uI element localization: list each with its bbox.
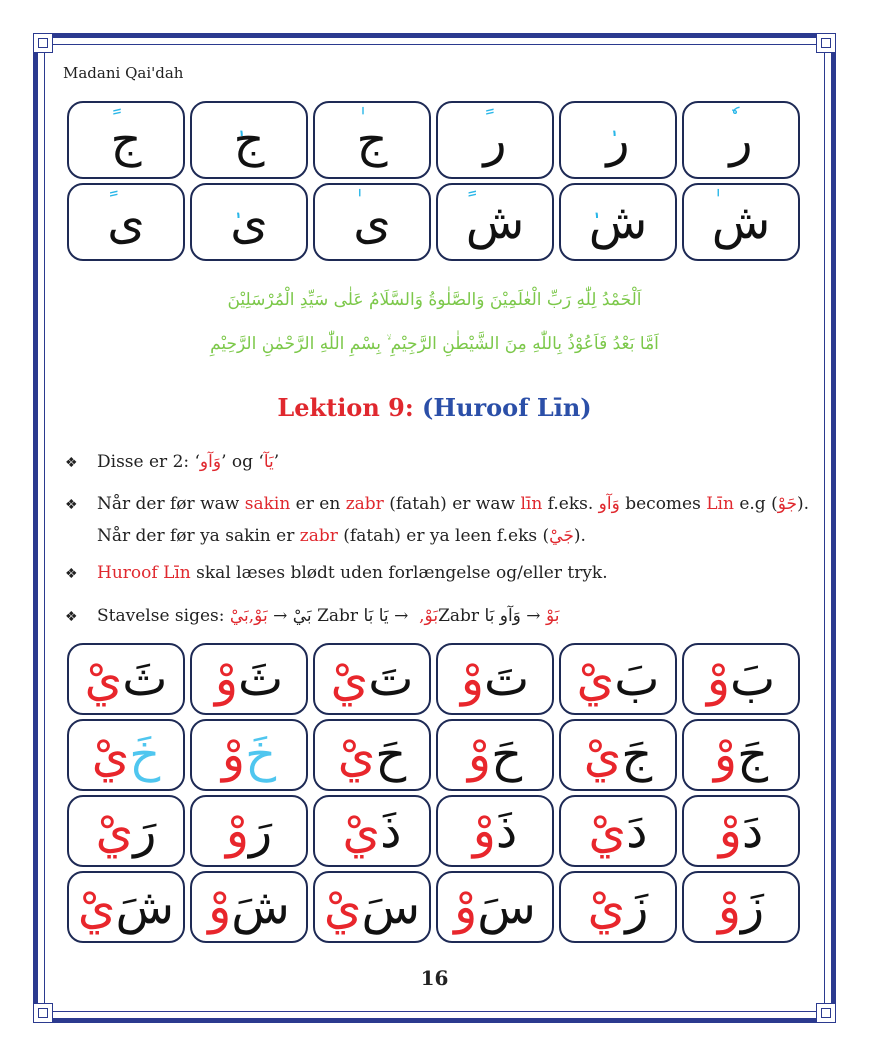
bullet-4: ❖ Stavelse siges: بَوْ,بَيْ → بَيْ Zabr يَا بَا → بَوْ, Zabr وَآو بَا → بَوْ: [65, 600, 825, 634]
syllable-letter: سَ: [477, 879, 536, 935]
letter-cell: [67, 183, 185, 261]
syllable-letter: دَ: [626, 803, 648, 859]
letter-glyph: ى: [107, 194, 145, 250]
bullet-diamond-icon: ❖: [65, 609, 78, 625]
dua-line-2: اَمَّا بَعْدُ فَاَعُوْذُ بِاللّٰهِ مِنَ الشَّيْطٰنِ الرَّجِيْمِ ۙ بِسْمِ اللّٰهِ الرَّحْمٰنِ الرَّحِيْمِ: [210, 334, 659, 354]
syllable-letter: شَ: [115, 879, 175, 935]
letter-cell: [67, 101, 185, 179]
syllable-cell: [190, 871, 308, 943]
syllable-lin-letter: يْ: [576, 651, 615, 707]
letter-glyph: ش: [711, 194, 771, 250]
syllable-cell: [190, 795, 308, 867]
syllable-letter: دَ: [741, 803, 764, 859]
syllable-cell: [313, 719, 431, 791]
page-number: 16: [420, 966, 449, 990]
syllable-cell: [682, 719, 800, 791]
syllable-letter: ذَ: [495, 803, 518, 859]
syllable-lin-letter: يْ: [91, 727, 130, 783]
syllable-lin-letter: وْ: [467, 727, 492, 783]
syllable-cell: [190, 643, 308, 715]
lesson-title: [60, 393, 809, 422]
letter-glyph: ش: [465, 194, 525, 250]
letter-glyph: ر: [483, 112, 507, 168]
bullet-diamond-icon: ❖: [65, 497, 78, 513]
syllable-letter: خَ: [245, 727, 277, 783]
syllable-cell: [436, 871, 554, 943]
syllable-lin-letter: وْ: [221, 727, 246, 783]
bullet-1: ❖ Disse er 2: ‘وَآو’ og ‘يَآ’: [65, 446, 825, 480]
syllable-letter: تَ: [484, 651, 530, 707]
book-title: Madani Qai'dah: [63, 64, 184, 82]
syllable-letter: جَ: [737, 727, 769, 783]
letter-cell: [559, 101, 677, 179]
syllable-lin-letter: وْ: [214, 651, 238, 707]
corner-ornament: [816, 33, 836, 53]
corner-ornament: [33, 33, 53, 53]
syllable-cell: [190, 719, 308, 791]
syllable-lin-letter: يْ: [84, 651, 123, 707]
syllable-cell: [436, 719, 554, 791]
syllable-letter: خَ: [129, 727, 161, 783]
syllable-cell: [559, 643, 677, 715]
letter-cell: [190, 183, 308, 261]
bullet-2-continued: Når der før ya sakin er zabr (fatah) er ya leen f.eks (جَيْ).: [97, 526, 586, 546]
lesson-number: Lektion 9:: [277, 393, 414, 422]
syllable-cell: [313, 795, 431, 867]
syllable-lin-letter: وْ: [706, 651, 730, 707]
syllable-lin-letter: وْ: [225, 803, 249, 859]
syllable-cell: [559, 871, 677, 943]
syllable-letter: ذَ: [380, 803, 402, 859]
syllable-letter: ثَ: [122, 651, 168, 707]
syllable-letter: شَ: [231, 879, 290, 935]
syllable-lin-letter: يْ: [330, 651, 369, 707]
bullet-diamond-icon: ❖: [65, 455, 78, 471]
syllable-letter: سَ: [361, 879, 421, 935]
letter-cell: [313, 101, 431, 179]
letter-cell: [313, 183, 431, 261]
letter-glyph: ر: [729, 112, 753, 168]
corner-ornament: [33, 1003, 53, 1023]
letter-cell: [190, 101, 308, 179]
syllable-letter: ثَ: [238, 651, 284, 707]
syllable-cell: [436, 795, 554, 867]
bullet-3: ❖ Huroof Līn skal læses blødt uden forlængelse og/eller tryk.: [65, 557, 825, 591]
letter-glyph: ج: [356, 112, 388, 168]
top-letter-grid: [67, 101, 800, 261]
syllable-letter: تَ: [368, 651, 414, 707]
lesson-name: (Huroof Līn): [422, 393, 592, 422]
letter-cell: [436, 101, 554, 179]
syllable-letter: حَ: [375, 727, 407, 783]
letter-cell: [682, 183, 800, 261]
syllable-lin-letter: وْ: [713, 727, 738, 783]
syllable-cell: [436, 643, 554, 715]
syllable-lin-letter: وْ: [472, 803, 496, 859]
syllable-letter: زَ: [741, 879, 765, 935]
syllable-cell: [559, 719, 677, 791]
syllable-lin-letter: وْ: [208, 879, 232, 935]
syllable-cell: [313, 643, 431, 715]
syllable-letter: زَ: [625, 879, 649, 935]
letter-cell: [682, 101, 800, 179]
letter-glyph: ى: [353, 194, 391, 250]
syllable-lin-letter: يْ: [583, 727, 622, 783]
syllable-lin-letter: وْ: [460, 651, 484, 707]
syllable-lin-letter: يْ: [588, 803, 627, 859]
syllable-letter: رَ: [249, 803, 273, 859]
bullet-2: ❖ Når der før waw sakin er en zabr (fatah) er waw līn f.eks. وَآو becomes Līn e.g (جَوْ).: [65, 488, 825, 522]
syllable-cell: [67, 795, 185, 867]
dua-line-1: اَلْحَمْدُ لِلّٰهِ رَبِّ الْعٰلَمِيْنَ وَالصَّلٰوةُ وَالسَّلَامُ عَلٰى سَيِّدِ الْمُرْسَلِيْنَ: [227, 290, 642, 310]
letter-glyph: ج: [233, 112, 265, 168]
syllable-lin-letter: يْ: [342, 803, 381, 859]
letter-glyph: ر: [606, 112, 630, 168]
syllable-lin-letter: يْ: [77, 879, 116, 935]
syllable-lin-letter: يْ: [95, 803, 134, 859]
syllable-lin-letter: يْ: [323, 879, 362, 935]
syllable-cell: [682, 871, 800, 943]
syllable-cell: [559, 795, 677, 867]
syllable-letter: بَ: [730, 651, 776, 707]
letter-glyph: ج: [110, 112, 142, 168]
syllable-lin-letter: وْ: [717, 879, 741, 935]
syllable-letter: بَ: [614, 651, 660, 707]
bottom-syllable-grid: [67, 643, 800, 943]
syllable-letter: جَ: [621, 727, 653, 783]
letter-glyph: ش: [588, 194, 648, 250]
syllable-cell: [67, 643, 185, 715]
syllable-lin-letter: يْ: [587, 879, 626, 935]
syllable-cell: [313, 871, 431, 943]
syllable-lin-letter: وْ: [718, 803, 742, 859]
syllable-lin-letter: وْ: [454, 879, 478, 935]
letter-cell: [559, 183, 677, 261]
syllable-cell: [67, 871, 185, 943]
syllable-cell: [682, 795, 800, 867]
letter-glyph: ى: [230, 194, 268, 250]
letter-cell: [436, 183, 554, 261]
syllable-cell: [67, 719, 185, 791]
syllable-lin-letter: يْ: [337, 727, 376, 783]
syllable-cell: [682, 643, 800, 715]
bullet-diamond-icon: ❖: [65, 566, 78, 582]
syllable-letter: رَ: [133, 803, 157, 859]
corner-ornament: [816, 1003, 836, 1023]
syllable-letter: حَ: [491, 727, 523, 783]
